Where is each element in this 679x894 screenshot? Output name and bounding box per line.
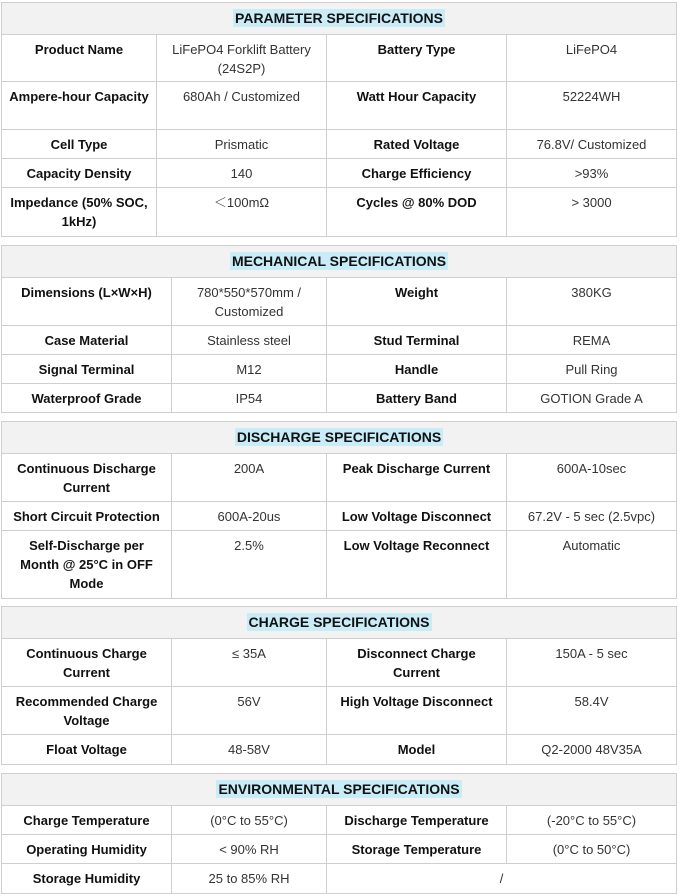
spec-label: Dimensions (L×W×H) bbox=[2, 278, 172, 326]
table-row bbox=[2, 639, 677, 687]
spec-value: REMA bbox=[507, 326, 677, 355]
spec-label: Product Name bbox=[2, 35, 157, 82]
table-row bbox=[2, 735, 677, 765]
spec-value: 76.8V/ Customized bbox=[507, 130, 677, 159]
spec-label: Storage Humidity bbox=[2, 864, 172, 894]
table-row bbox=[2, 355, 677, 384]
table-row bbox=[2, 35, 677, 82]
parameter-specifications-table bbox=[1, 2, 677, 237]
spec-label: Battery Type bbox=[327, 35, 507, 82]
spec-label: Waterproof Grade bbox=[2, 384, 172, 413]
table-row bbox=[2, 326, 677, 355]
spec-value: (0°C to 50°C) bbox=[507, 835, 677, 864]
spec-value: 58.4V bbox=[507, 687, 677, 735]
spec-value: 67.2V - 5 sec (2.5vpc) bbox=[507, 502, 677, 531]
spec-label: Recommended Charge Voltage bbox=[2, 687, 172, 735]
spec-value: 150A - 5 sec bbox=[507, 639, 677, 687]
table-row bbox=[2, 82, 677, 130]
section-title: MECHANICAL SPECIFICATIONS bbox=[231, 253, 447, 269]
table-row bbox=[2, 188, 677, 237]
spec-value: 780*550*570mm / Customized bbox=[172, 278, 327, 326]
table-row bbox=[2, 159, 677, 188]
spec-value: Q2-2000 48V35A bbox=[507, 735, 677, 765]
section-header bbox=[2, 422, 677, 454]
spec-label: Handle bbox=[327, 355, 507, 384]
spec-value: (0°C to 55°C) bbox=[172, 806, 327, 835]
spec-label: Continuous Discharge Current bbox=[2, 454, 172, 502]
spec-value: >93% bbox=[507, 159, 677, 188]
spec-value: 680Ah / Customized bbox=[157, 82, 327, 130]
spec-label: Charge Efficiency bbox=[327, 159, 507, 188]
spec-label: Float Voltage bbox=[2, 735, 172, 765]
spec-label: Discharge Temperature bbox=[327, 806, 507, 835]
table-row bbox=[2, 384, 677, 413]
spec-label: Low Voltage Reconnect bbox=[327, 531, 507, 599]
spec-label: Rated Voltage bbox=[327, 130, 507, 159]
spec-value: 380KG bbox=[507, 278, 677, 326]
spec-label: Ampere-hour Capacity bbox=[2, 82, 157, 130]
spec-value: 48-58V bbox=[172, 735, 327, 765]
section-title: DISCHARGE SPECIFICATIONS bbox=[236, 429, 442, 445]
section-header bbox=[2, 607, 677, 639]
spec-value: 200A bbox=[172, 454, 327, 502]
spec-label: Impedance (50% SOC, 1kHz) bbox=[2, 188, 157, 237]
table-row bbox=[2, 864, 677, 894]
spec-label: Cell Type bbox=[2, 130, 157, 159]
spec-value: GOTION Grade A bbox=[507, 384, 677, 413]
section-header bbox=[2, 3, 677, 35]
spec-value: 25 to 85% RH bbox=[172, 864, 327, 894]
spec-label: Case Material bbox=[2, 326, 172, 355]
environmental-specifications-table bbox=[1, 773, 677, 894]
spec-value: LiFePO4 Forklift Battery (24S2P) bbox=[157, 35, 327, 82]
table-row bbox=[2, 687, 677, 735]
mechanical-specifications-table bbox=[1, 245, 677, 413]
spec-value: > 3000 bbox=[507, 188, 677, 237]
spec-value: M12 bbox=[172, 355, 327, 384]
section-header bbox=[2, 246, 677, 278]
spec-value: (-20°C to 55°C) bbox=[507, 806, 677, 835]
discharge-specifications-table bbox=[1, 421, 677, 599]
spec-value: 140 bbox=[157, 159, 327, 188]
section-title: CHARGE SPECIFICATIONS bbox=[248, 614, 430, 630]
spec-label: Disconnect Charge Current bbox=[327, 639, 507, 687]
spec-label: Capacity Density bbox=[2, 159, 157, 188]
spec-label: Storage Temperature bbox=[327, 835, 507, 864]
spec-label: High Voltage Disconnect bbox=[327, 687, 507, 735]
table-row bbox=[2, 130, 677, 159]
spec-label: Operating Humidity bbox=[2, 835, 172, 864]
spec-value: ＜100mΩ bbox=[157, 188, 327, 237]
section-title: PARAMETER SPECIFICATIONS bbox=[235, 10, 443, 26]
spec-value: 600A-10sec bbox=[507, 454, 677, 502]
spec-label: Stud Terminal bbox=[327, 326, 507, 355]
spec-label: Low Voltage Disconnect bbox=[327, 502, 507, 531]
spec-label: Charge Temperature bbox=[2, 806, 172, 835]
spec-value: Prismatic bbox=[157, 130, 327, 159]
table-row bbox=[2, 835, 677, 864]
spec-label: Weight bbox=[327, 278, 507, 326]
spec-label: Watt Hour Capacity bbox=[327, 82, 507, 130]
section-header bbox=[2, 774, 677, 806]
spec-value: 600A-20us bbox=[172, 502, 327, 531]
spec-value: Pull Ring bbox=[507, 355, 677, 384]
spec-label: Cycles @ 80% DOD bbox=[327, 188, 507, 237]
spec-value: 52224WH bbox=[507, 82, 677, 130]
spec-value: ≤ 35A bbox=[172, 639, 327, 687]
spec-label: Self-Discharge per Month @ 25°C in OFF Mode bbox=[2, 531, 172, 599]
spec-value: IP54 bbox=[172, 384, 327, 413]
table-row bbox=[2, 278, 677, 326]
spec-value: Automatic bbox=[507, 531, 677, 599]
spec-label: Battery Band bbox=[327, 384, 507, 413]
spec-value: 56V bbox=[172, 687, 327, 735]
spec-value: < 90% RH bbox=[172, 835, 327, 864]
section-title: ENVIRONMENTAL SPECIFICATIONS bbox=[218, 781, 460, 797]
spec-label: Model bbox=[327, 735, 507, 765]
spec-label: Peak Discharge Current bbox=[327, 454, 507, 502]
spec-value: Stainless steel bbox=[172, 326, 327, 355]
table-row bbox=[2, 531, 677, 599]
spec-label: Short Circuit Protection bbox=[2, 502, 172, 531]
spec-label: Signal Terminal bbox=[2, 355, 172, 384]
spec-label: Continuous Charge Current bbox=[2, 639, 172, 687]
table-row bbox=[2, 454, 677, 502]
charge-specifications-table bbox=[1, 606, 677, 765]
spec-value: / bbox=[327, 864, 677, 894]
spec-value: 2.5% bbox=[172, 531, 327, 599]
spec-value: LiFePO4 bbox=[507, 35, 677, 82]
table-row bbox=[2, 806, 677, 835]
table-row bbox=[2, 502, 677, 531]
